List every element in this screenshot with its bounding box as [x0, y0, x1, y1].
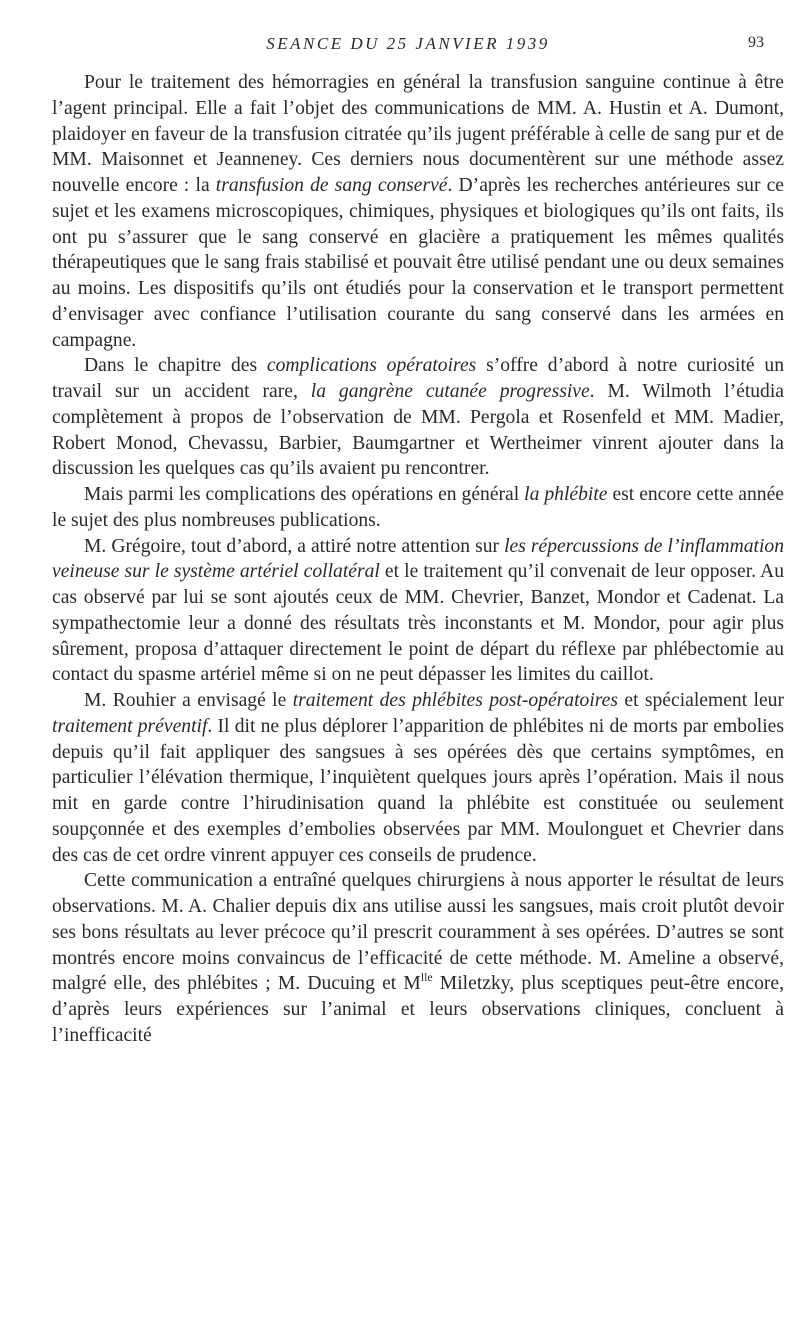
italic-text: transfusion de sang conservé [215, 175, 448, 196]
page-number: 93 [748, 34, 764, 51]
body-text [52, 70, 784, 1049]
paragraph [52, 353, 784, 482]
italic-text: la phlébite [524, 484, 608, 505]
text-run: et spécialement leur [618, 690, 784, 711]
italic-text: la gangrène cutanée progressive [310, 381, 590, 402]
italic-text: traitement préventif [52, 715, 208, 737]
text-run: Mais parmi les complications des opérations en général [84, 484, 525, 505]
paragraph [52, 534, 784, 689]
superscript-text: lle [420, 971, 433, 985]
text-run: Miletzky, plus sceptiques peut-être encore, d’après leurs expériences sur l’animal et leurs observations cliniques, concluent à l’inefficacité [52, 973, 784, 1046]
page-header [52, 34, 764, 60]
paragraph [52, 70, 784, 353]
paragraph [52, 482, 784, 534]
running-title: SEANCE DU 25 JANVIER 1939 [266, 34, 550, 53]
text-run: M. Grégoire, tout d’abord, a attiré notre attention sur [84, 535, 505, 557]
text-run: Dans le chapitre des [84, 355, 267, 377]
text-run: . Il dit ne plus déplorer l’apparition de phlébites ni de morts par embolies depuis qu’il fait appliquer des sangsues à ses opérées dès que certains symptômes, en particulier l’élévation thermique, l’inquiètent quelques jours après l’opération. Mais il nous mit en garde contre l’hirudinisation quand la phlébite est constituée ou seulement soupçonnée et des exemples d’embolies observées par MM. Moulonguet et Chevrier dans des cas de cet ordre vinrent appuyer ces conseils de prudence. [52, 715, 784, 866]
paragraph [52, 868, 784, 1048]
text-run: et le traitement qu’il convenait de leur opposer. Au cas observé par lui se sont ajoutés ceux de MM. Chevrier, Banzet, Mondor et Cadenat. La sympathectomie leur a donné des résultats très inconstants et M. Mondor, pour agir plus sûrement, proposa d’attaquer directement le point de départ du réflexe par phlébectomie au contact du spasme artériel même si on ne peut dépasser les limites du caillot. [52, 561, 784, 686]
text-run: est encore cette année le sujet des plus nombreuses publications. [52, 484, 784, 531]
italic-text: complications opératoires [266, 355, 477, 377]
text-run: Cette communication a entraîné quelques chirurgiens à nous apporter le résultat de leurs observations. M. A. Chalier depuis dix ans utilise aussi les sangsues, mais croit plutôt devoir ses bons résultats au lever précoce qu’il prescrit couramment à ses opérées. D’autres se sont montrés encore moins convaincus de l’efficacité de cette méthode. M. Ameline a observé, malgré elle, des phlébites ; M. Ducuing et M [52, 870, 784, 995]
text-run: s’offre d’abord à notre curiosité un travail sur un accident rare, [52, 355, 785, 402]
text-run: Pour le traitement des hémorragies en général la transfusion sanguine continue à être l’agent principal. Elle a fait l’objet des communications de MM. A. Hustin et A. Dumont, plaidoyer en faveur de la transfusion citratée qu’ils jugent préférable à celle de sang pur et de MM. Maisonnet et Jeanneney. Ces derniers nous documentèrent sur une méthode assez nouvelle encore : la [52, 72, 784, 196]
text-run: . M. Wilmoth l’étudia complètement à propos de l’observation de MM. Pergola et Rosenfeld et MM. Madier, Robert Monod, Chevassu, Barbier, Baumgartner et Wertheimer vinrent ajouter dans la discussion les quelques cas qu’ils avaient pu rencontrer. [52, 381, 784, 480]
italic-text: traitement des phlébites post-opératoires [292, 690, 618, 711]
italic-text: les répercussions de l’inflammation veineuse sur le système artériel collatéral [52, 535, 784, 583]
text-run: . D’après les recherches antérieures sur ce sujet et les examens microscopiques, chimiques, physiques et biologiques qu’ils ont faits, ils ont pu s’assurer que le sang conservé en glacière a pratiquement les mêmes qualités thérapeutiques que le sang frais stabilisé et pouvait être utilisé pendant une ou deux semaines au moins. Les dispositifs qu’ils ont étudiés pour la conservation et le transport permettent d’envisager avec confiance l’utilisation courante du sang conservé dans les armées en campagne. [52, 175, 784, 351]
paragraph [52, 688, 784, 868]
text-run: M. Rouhier a envisagé le [84, 690, 293, 711]
